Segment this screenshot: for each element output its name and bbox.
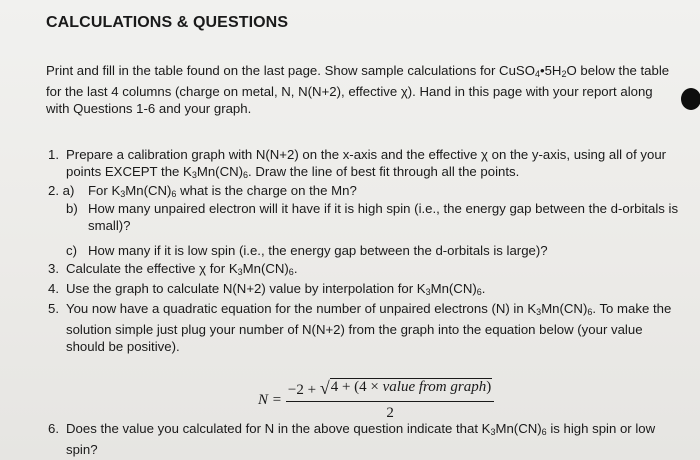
question-text: How many unpaired electron will it have if it is high spin (i.e., the energy gap between the d-orbitals is small)? bbox=[88, 201, 679, 233]
radicand-part-c: ) bbox=[486, 379, 492, 395]
question-text: Calculate the effective χ for $K_3Mn(CN)_6$. bbox=[66, 261, 298, 277]
question-2c bbox=[66, 242, 680, 259]
question-2b bbox=[66, 200, 680, 234]
question-number: 3. bbox=[48, 261, 59, 276]
square-root bbox=[320, 378, 492, 396]
question-text: How many if it is low spin (i.e., the energy gap between the d-orbitals is large)? bbox=[88, 243, 548, 258]
radicand-part-b: value from graph bbox=[382, 379, 487, 395]
radical-sign-icon: √ bbox=[319, 378, 330, 398]
page-title: CALCULATIONS & QUESTIONS bbox=[46, 14, 289, 31]
question-1 bbox=[48, 146, 680, 184]
radicand bbox=[330, 378, 493, 396]
question-6 bbox=[48, 420, 680, 458]
question-5 bbox=[48, 300, 680, 355]
black-blot bbox=[681, 88, 700, 110]
question-text: You now have a quadratic equation for the number of unpaired electrons (N) in $K_3Mn(CN)_6$. To make the solution simple just plug your number of N(N+2) from the graph into the equation below (your value should be positive). bbox=[66, 301, 672, 354]
question-text: Use the graph to calculate N(N+2) value by interpolation for $K_3Mn(CN)_6$. bbox=[66, 281, 486, 297]
question-number: 4. bbox=[48, 281, 59, 296]
question-4 bbox=[48, 280, 680, 301]
question-3 bbox=[48, 260, 680, 281]
question-number: 6. bbox=[48, 421, 59, 436]
question-number: 2. a) bbox=[48, 183, 75, 198]
formula-fraction bbox=[286, 378, 494, 422]
formula-numerator bbox=[286, 378, 494, 402]
question-text: For $K_3Mn(CN)_6$ what is the charge on the Mn? bbox=[88, 183, 357, 199]
instructions-paragraph: Print and fill in the table found on the last page. Show sample calculations for $CuSO_4•5H_2O$ below the table for the last 4 columns (charge on metal, N, N(N+2), effective χ). Hand in this page with your report along with Questions 1-6 and your graph. bbox=[46, 63, 670, 116]
formula-denominator: 2 bbox=[386, 405, 394, 421]
formula-lhs: N = bbox=[258, 391, 282, 408]
question-text: Prepare a calibration graph with N(N+2) on the x-axis and the effective χ on the y-axis, using all of your points EXCEPT the $K_3Mn(CN)_6$. Draw the line of best fit through all the points. bbox=[66, 147, 667, 180]
radicand-part-a: 4 + (4 × bbox=[330, 379, 379, 395]
numerator-prefix: −2 + bbox=[287, 382, 317, 398]
question-number: 5. bbox=[48, 301, 59, 316]
quadratic-formula bbox=[258, 378, 494, 422]
question-number: b) bbox=[66, 201, 78, 216]
question-text: Does the value you calculated for N in the above question indicate that $K_3Mn(CN)_6$ is high spin or low spin? bbox=[66, 421, 656, 457]
question-number: 1. bbox=[48, 147, 59, 162]
question-number: c) bbox=[66, 243, 77, 258]
